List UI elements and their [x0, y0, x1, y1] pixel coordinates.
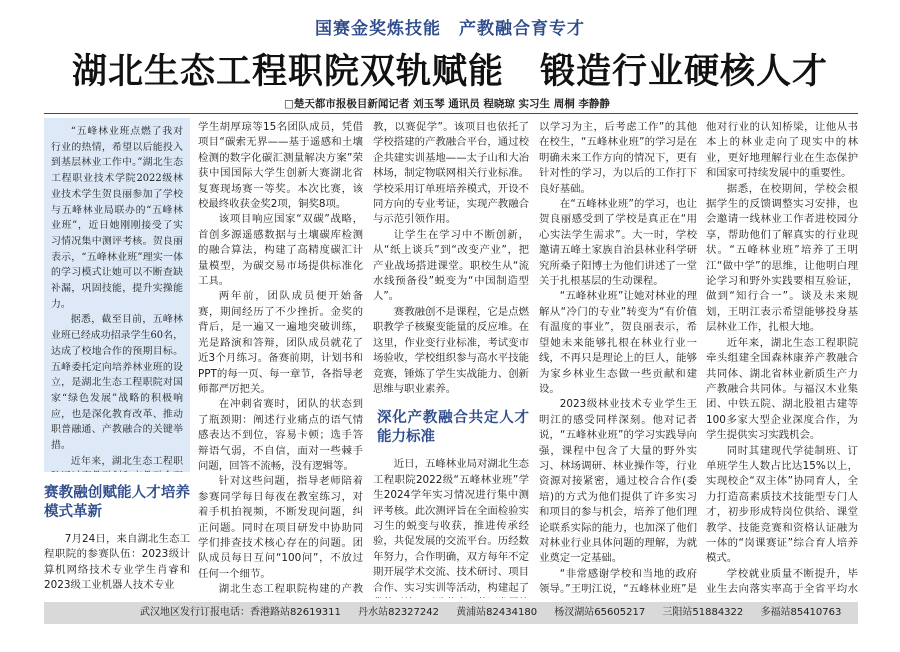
article-paragraph: 湖北生态工程职院构建的产教	[218, 583, 363, 596]
article-paragraph: 该项目响应国家“双碳”战略，首创多源遥感数据与土壤碳库检测的融合算法，构建了高精度碳汇计量模型，为碳交易市场提供标准化工具。	[198, 213, 363, 288]
article-paragraph: “非常感谢学校和当地的政府领导。”王明江说，“五峰林业班”是	[539, 567, 697, 596]
article-paragraph: 以学习为主，后考虑工作”的其他在校生，“五峰林业班”的学习是在明确未来工作方向的情况下，更有针对性的学习，为以后的工作打下良好基础。	[539, 121, 697, 195]
article-column-5	[706, 120, 858, 598]
footer-item: 杨汊湖站65605217	[554, 607, 646, 618]
article-paragraph: 针对这些问题，指导老师陪着参赛同学每日每夜在教室练习，对着手机拍视频，不断发现问题，纠正问题。同时在项目研发中协助同学们排查技术核心存在的问题。团队成员每日互问“100问”，不放过任何一个细节。	[198, 475, 363, 580]
headline: 湖北生态工程职院双轨赋能 锻造行业硬核人才	[71, 52, 828, 92]
article-column-4	[539, 120, 697, 598]
article-paragraph: 近年来，湖北生态工程职院牵头组建全国森林康养产教融合共同体、湖北省林业新质生产力产教融合共同体。与福汉木业集团、中铁五院、湖北股祖古建等100多家大型企业深度合作，为学生提供实习实践机会。	[706, 336, 858, 442]
footer-item: 武汉地区发行订报电话：香港路站82619311	[140, 607, 341, 618]
article-paragraph: 据悉，在校期间，学校会根据学生的反馈调整实习安排，也会邀请一线林业工作者进校园分享，帮助他们了解真实的行业现状。“五峰林业班”培养了王明江“做中学”的思维，让他明白理论学习和野外实践要相互验证，做到“知行合一”。谈及未来规划，王明江表示希望能够投身基层林业工作，扎根大地。	[706, 182, 858, 334]
section-heading-2: 深化产教融合共定人才能力标准	[377, 410, 529, 446]
intro-sidebar	[44, 118, 190, 472]
article-paragraph: “五峰林业班”让她对林业的理解从“冷门的专业”转变为“有价值有温度的事业”，贺良丽表示，希望她未来能够扎根在林业行业一线，不再只是理论上的巨人，能够为家乡林业生态做一些贡献和建设。	[539, 290, 697, 395]
footer-item: 黄浦站82434180	[456, 607, 538, 618]
sidebar-paragraph: “五峰林业班点燃了我对行业的热情，希望以后能投入到基层林业工作中。”湖北生态工程职业技术学院2022级林业技术学生贺良丽参加了学校与五峰林业局联办的“五峰林业班”，近日她刚刚接受了实习情况集中测评考核。贺良丽表示，“五峰林业班”理实一体的学习模式让她可以不断查缺补漏，巩固技能，提升实操能力。	[51, 126, 183, 310]
article-column-3	[373, 120, 529, 598]
article-paragraph: 在“五峰林业班”的学习，也让贺良丽感受到了学校是真正在“用心实法学生需求”。大一时，学校邀请五峰土家族自治县林业科学研究所桑子阳博士为他们讲述了一堂关于扎根基层的生动课程。	[539, 198, 697, 288]
distribution-footer	[44, 602, 858, 624]
section-heading-1: 赛教融创赋能人才培养模式革新	[44, 485, 190, 520]
article-paragraph: 在冲刺省赛时，团队的状态到了瓶颈期：阐述行业痛点的语气情感表达不到位，容易卡顿；选手答辩语气弱，不自信，面对一些棘手问题，回答不流畅，没有逻辑等。	[198, 398, 363, 472]
sidebar-paragraph: 近年来，湖北生态工程职	[70, 455, 183, 467]
article-paragraph: 7月24日，来自湖北生态工程职院的参赛队伍：2023级计算机网络技术专业学生肖睿和2023级工业机器人技术专业	[44, 533, 190, 592]
footer-item: 丹水站82327242	[358, 607, 439, 618]
byline: □楚天都市报极目新闻记者 刘玉琴 通讯员 程晓琼 实习生 周桐 李静静	[284, 98, 610, 110]
article-paragraph: 同时其建现代学徒制班、订单班学生人数占比达15%以上，实现校企“双主体”协同育人，全力打造高素质技术技能型专门人才，初步形成特岗位供给、课堂教学、技能竞赛和资格认证融为一体的“岗课赛证”综合育人培养模式。	[706, 444, 858, 565]
sidebar-paragraph: 据悉，截至目前，五峰林业班已经成功招录学生60名，达成了校地合作的预期目标。五峰委托定向培养林业班的设立，是湖北生态工程职院对国家“绿色发展”战略的积极响应，也是深化教育改革、推动职普融通、产教融合的关键举措。	[51, 314, 183, 452]
article-column-2	[198, 120, 363, 598]
article-paragraph: 教，以赛促学”。该项目也依托了学校搭建的产教融合平台，通过校企共建实训基地——太子山和大冶林场，制定物联网相关行业标准。学校采用订单班培养模式，开设不同方向的专业考证，实现产教融合与示范引领作用。	[373, 121, 529, 226]
article-paragraph: 他对行业的认知桥梁，让他从书本上的林业走向了现实中的林业，更好地理解行业在生态保护和国家可持续发展中的重要性。	[706, 121, 858, 180]
article-paragraph: 学生胡厚琼等15名团队成员，凭借项目“碳索无界——基于遥感和土壤检测的数字化碳汇测量解决方案”荣获中国国际大学生创新大赛湖北省复赛现场赛一等奖。本次比赛，该校最终收获金奖2项，铜奖8项。	[198, 121, 363, 211]
footer-item: 三阳站51884322	[662, 607, 744, 618]
top-divider	[44, 113, 858, 114]
article-paragraph: 学校就业质量不断提升，毕业生去向落实率高于全省平均水	[706, 567, 858, 596]
article-paragraph: 两年前，团队成员便开始备赛，期间经历了不少挫折。金奖的背后，是一遍又一遍地突破训练，光是路演和答辩，团队成员就花了近3个月练习。备赛前期，计划书和PPT的每一页、每一章节，各指导老师都严厉把关。	[198, 290, 363, 395]
kicker-line: 国赛金奖炼技能 产教融合育专才	[315, 19, 585, 39]
article-paragraph: 近日，五峰林业局对湖北生态工程职院2022级“五峰林业班”学生2024学年实习情况进行集中测评考核。此次测评旨在全面检验实习生的蜕变与收获，推进传承经验，共促发展的交流平台。历经数年努力，合作明确，双方每年不定期开展学术交流、技术研讨、项目合作、实习实训等活动，构建起了	[373, 458, 529, 594]
footer-item: 多福站85410763	[760, 607, 842, 618]
article-paragraph: 赛教融创不是课程，它是点燃职教学子核聚变能量的反应堆。在这里，作业变行业标准，考试变市场验收，学校组织参与高水平技能竞赛，锤炼了学生实战能力、创新思维与职业素养。	[373, 305, 529, 395]
article-column-1	[44, 484, 190, 600]
article-paragraph: 让学生在学习中不断创新，从“纸上谈兵”到“改变产业”，把产业战场搭进课堂。职校生从“流水线预备役”蜕变为“中国制造型人”。	[373, 228, 529, 303]
article-paragraph: 2023级林业技术专业学生王明江的感受同样深刻。他对记者说，“五峰林业班”的学习实践导向强，课程中包含了大量的野外实习、林场调研、林业操作等，行业资源对接紧密，通过校合合作(委培)的方式为他们提供了许多实习和项目的参与机会，培养了他们理论联系实际的能力，也加深了他们对林业行业具体问题的理解，为就业奠定一定基础。	[539, 398, 697, 565]
